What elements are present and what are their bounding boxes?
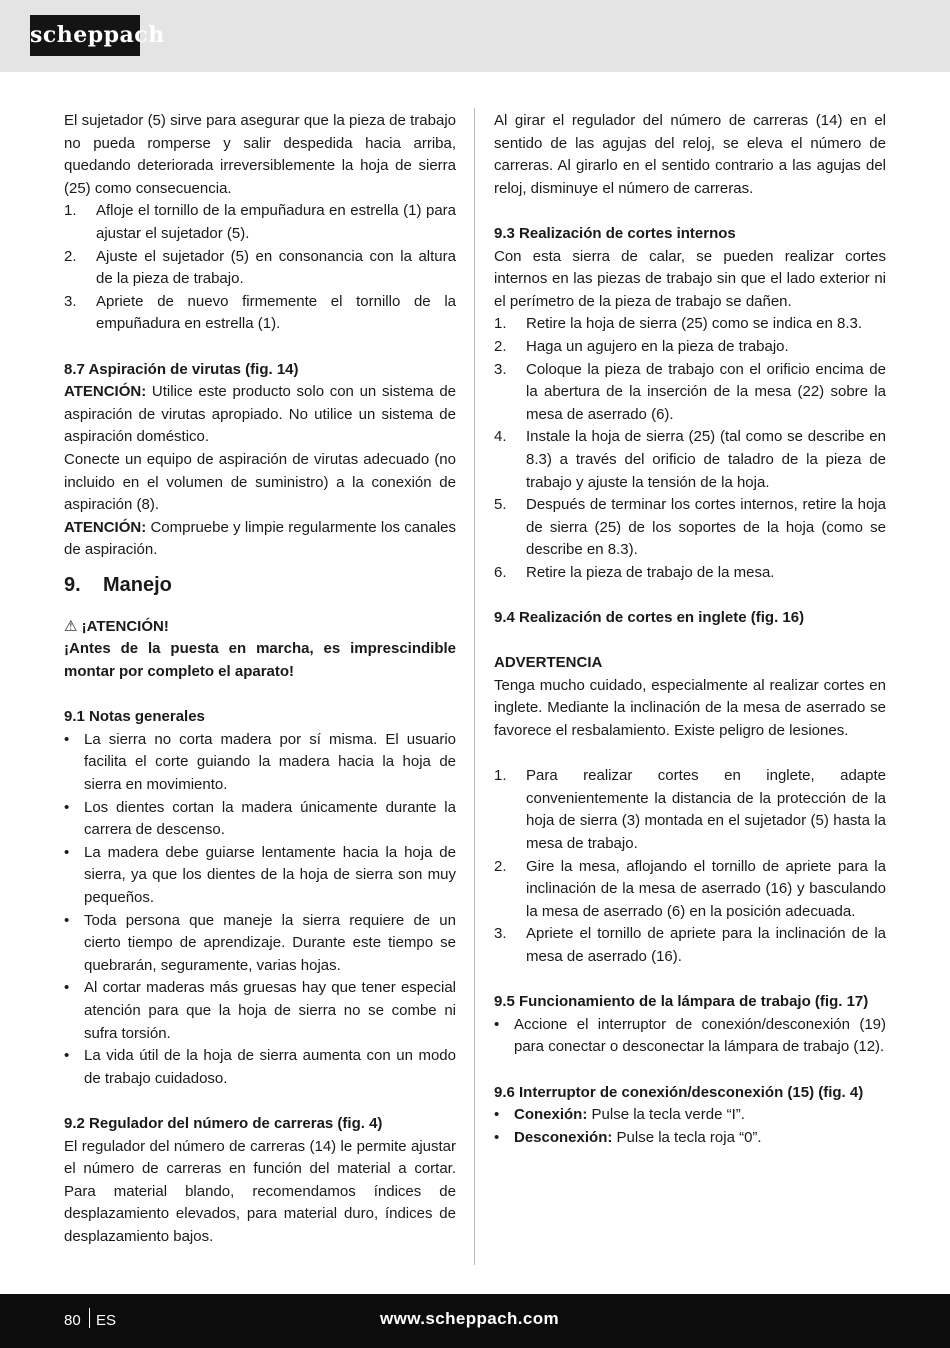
list-item: 4. Instale la hoja de sierra (25) (tal como se describe en 8.3) a través del orificio de taladro de la pieza de trabajo y ajuste la tensión de la hoja. [494,428,886,491]
list-item: 3. Coloque la pieza de trabajo con el orificio encima de la abertura de la inserción de la mesa (22) sobre la mesa de aserrado (6). [494,360,886,423]
paragraph: Con esta sierra de calar, se pueden realizar cortes internos en las piezas de trabajo sin que el lado exterior ni el perímetro de la pieza de trabajo se dañen. [494,247,886,310]
warning-text: Tenga mucho cuidado, especialmente al realizar cortes en inglete. Mediante la inclinación de la mesa de aserrado se favorece el resbalamiento. Existe peligro de lesiones. [494,676,886,740]
warning-triangle-icon: ⚠ [64,617,78,635]
attention-paragraph: ATENCIÓN: Utilice este producto solo con un sistema de aspiración de virutas apropiado. No utilice un sistema de aspiración doméstico. [64,383,456,446]
scheppach-logo: scheppach [30,15,140,56]
page-number: 80 [64,1312,81,1329]
warning-heading: ADVERTENCIA [494,654,603,672]
section-heading-9-2: 9.2 Regulador del número de carreras (fig. 4) [64,1114,383,1132]
list-item: 1. Para realizar cortes en inglete, adapte convenientemente la distancia de la protección de la hoja de sierra (3) montada en el sujetador (5) hasta la mesa de trabajo. [494,767,886,852]
list-item: 1. Retire la hoja de sierra (25) como se indica en 8.3. [494,315,863,333]
list-item: 3. Apriete de nuevo firmemente el tornillo de la empuñadura en estrella (1). [64,292,456,333]
lamp-list [494,1014,886,1059]
list-item: 2. Haga un agujero en la pieza de trabajo. [494,337,789,355]
list-item: • Toda persona que maneje la sierra requiere de un cierto tiempo de aprendizaje. Durante este tiempo se quebrarán, seguramente, varias hojas. [64,911,456,974]
website-url: www.scheppach.com [380,1309,560,1328]
list-item: • Conexión: Pulse la tecla verde “I”. [494,1106,745,1124]
list-item: • La vida útil de la hoja de sierra aumenta con un modo de trabajo cuidadoso. [64,1047,456,1087]
footer-bar [0,1294,950,1348]
list-item: 5. Después de terminar los cortes internos, retire la hoja de sierra (25) de los soportes de la hoja (como se describe en 8.3). [494,496,886,559]
intro-paragraph: El sujetador (5) sirve para asegurar que la pieza de trabajo no pueda romperse y salir despedida hacia arriba, quedando deteriorada irreversiblemente la hoja de sierra (25) como consecuencia. [64,112,456,197]
general-notes-list [64,729,456,1091]
left-column [64,110,456,1249]
section-heading-8-7: 8.7 Aspiración de virutas (fig. 14) [64,360,299,378]
header-bar [0,0,950,72]
attention-paragraph: ATENCIÓN: Compruebe y limpie regularmente los canales de aspiración. [64,518,456,559]
paragraph: El regulador del número de carreras (14) le permite ajustar el número de carreras en función del material a cortar. Para material blando, recomendamos índices de desplazamiento elevados, para material duro, índices de desplazamiento bajos. [64,1137,456,1245]
list-item: 2. Gire la mesa, aflojando el tornillo de apriete para la inclinación de la mesa de aserrado (16) y basculando la mesa de aserrado (6) en la posición adecuada. [494,857,886,920]
list-item: • Desconexión: Pulse la tecla roja “0”. [494,1128,762,1146]
switch-list [494,1104,886,1149]
list-item: 6. Retire la pieza de trabajo de la mesa. [494,563,775,581]
section-heading-9-3: 9.3 Realización de cortes internos [494,224,736,242]
list-item: • Accione el interruptor de conexión/desconexión (19) para conectar o desconectar la lámpara de trabajo (12). [494,1015,886,1056]
section-heading-9: 9. Manejo [64,573,172,596]
list-item: 1. Afloje el tornillo de la empuñadura en estrella (1) para ajustar el sujetador (5). [64,202,456,242]
language-code: ES [96,1312,117,1329]
footer-separator [89,1308,90,1328]
list-item: • Los dientes cortan la madera únicamente durante la carrera de descenso. [64,798,456,839]
list-item: • La sierra no corta madera por sí misma. El usuario facilita el corte guiando la madera hacia la hoja de sierra en movimiento. [64,730,456,794]
list-item: 3. Apriete el tornillo de apriete para la inclinación de la mesa de aserrado (16). [494,925,886,965]
warning-heading: ⚠ ¡ATENCIÓN! [64,617,169,635]
section-heading-9-5: 9.5 Funcionamiento de la lámpara de trabajo (fig. 17) [494,993,869,1011]
section-heading-9-6: 9.6 Interruptor de conexión/desconexión (15) (fig. 4) [494,1083,864,1101]
section-heading-9-1: 9.1 Notas generales [64,708,205,726]
clamp-steps-list [64,200,456,336]
paragraph: Al girar el regulador del número de carreras (14) en el sentido de las agujas del reloj, se eleva el número de carreras. Al girarlo en el sentido contrario a las agujas del reloj, disminuye el número de carreras. [494,112,886,197]
list-item: • Al cortar maderas más gruesas hay que tener especial atención para que la hoja de sierra no se combe ni sufra torsión. [64,979,456,1042]
section-heading-9-4: 9.4 Realización de cortes en inglete (fig. 16) [494,609,805,627]
warning-text: ¡Antes de la puesta en marcha, es imprescindible montar por completo el aparato! [64,640,456,681]
paragraph: Conecte un equipo de aspiración de virutas adecuado (no incluido en el volumen de suministro) a la conexión de aspiración (8). [64,450,456,514]
list-item: • La madera debe guiarse lentamente hacia la hoja de sierra, ya que los dientes de la hoja de sierra son muy pequeños. [64,843,456,906]
internal-cuts-steps [494,313,886,584]
miter-cuts-steps [494,765,886,968]
list-item: 2. Ajuste el sujetador (5) en consonancia con la altura de la pieza de trabajo. [64,247,456,288]
right-column [494,110,886,1149]
column-divider [474,108,475,1265]
